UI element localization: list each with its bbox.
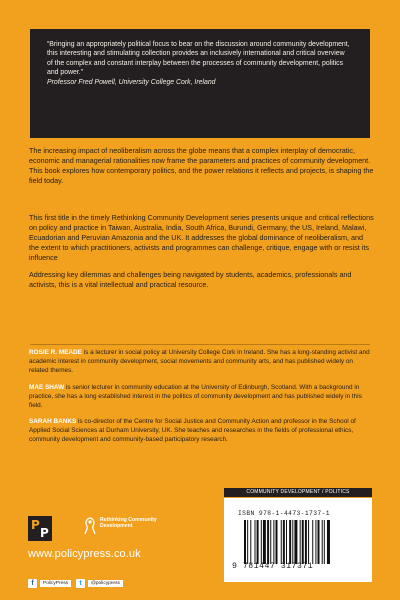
editor-bio-banks <box>29 418 374 445</box>
editor-name: SARAH BANKS <box>29 418 77 425</box>
endorsement-attribution: Professor Fred Powell, University College Cork, Ireland <box>47 78 216 86</box>
series-logo <box>82 515 174 545</box>
twitter-icon: t <box>76 579 85 588</box>
logo-letter: P <box>40 526 49 540</box>
editor-bio-text: is senior lecturer in community education at the University of Edinburgh, Scotland. With a background in practice, she has a long established interest in the politics of community development and has published widely in this field. <box>29 384 362 409</box>
hands-icon <box>82 516 98 538</box>
description-paragraph-3: Addressing key dilemmas and challenges being navigated by students, academics, professionals and activists, this is a vital intellectual and practical resource. <box>29 270 352 289</box>
subject-category: COMMUNITY DEVELOPMENT / POLITICS <box>224 488 372 497</box>
endorsement-quote: “Bringing an appropriately political focus to bear on the discussion around community development, this interesting and stimulating collection provides an inclusively international and critical overview of the complex and constant interplay between the processes of community development, politics and power.” <box>47 41 350 77</box>
isbn-label: ISBN 978-1-4473-1737-1 <box>238 510 330 517</box>
logo-letter: P <box>31 518 40 532</box>
twitter-handle: @policypress <box>88 580 123 587</box>
twitter-link[interactable] <box>76 577 123 589</box>
editor-bio-shaw <box>29 384 374 411</box>
publisher-url[interactable]: www.policypress.co.uk <box>28 548 141 560</box>
editor-name: MAE SHAW <box>29 384 65 391</box>
barcode-card <box>224 498 372 582</box>
barcode-icon <box>244 520 362 564</box>
section-divider <box>30 344 370 345</box>
barcode-digits: 9 781447 317371 <box>232 562 314 571</box>
editor-bio-text: is a lecturer in social policy at University College Cork in Ireland. She has a long-standing activist and academic interest in community development, social movements and community arts, and has published widely on related themes. <box>29 349 370 374</box>
description-paragraph-2: This first title in the timely Rethinking Community Development series presents unique and critical reflections on policy and practice in Taiwan, Australia, India, South Africa, Burundi, Germany, the US, Ireland, Malawi, Ecuadorian and Peruvian Amazonia and the UK. It addresses the global dominance of neoliberalism, and the extent to which practitioners, activists and programmes can challenge, critique, engage with or resist its influence <box>29 213 374 262</box>
editor-bio-meade <box>29 349 374 376</box>
facebook-icon: f <box>28 579 37 588</box>
barcode-panel <box>224 488 372 583</box>
series-logo-text: Rethinking Community Development <box>100 517 157 530</box>
policy-press-logo <box>28 516 52 541</box>
endorsement-quote-box <box>30 29 370 138</box>
editor-name: ROSIE R. MEADE <box>29 349 82 356</box>
facebook-handle: PolicyPress <box>40 580 71 587</box>
facebook-link[interactable] <box>28 577 71 589</box>
editor-bio-text: is co-director of the Centre for Social Justice and Community Action and professor in the School of Applied Social Sciences at Durham University, UK. She teaches and researches in the fields of professional ethics, community development and community-based participatory research. <box>29 418 356 443</box>
description-paragraph-1: The increasing impact of neoliberalism across the globe means that a complex interplay of democratic, economic and managerial rationalities now frame the parameters and practices of community development. This book explores how contemporary politics, and the power relations it reflects and projects, is shaping the field today. <box>29 146 374 185</box>
